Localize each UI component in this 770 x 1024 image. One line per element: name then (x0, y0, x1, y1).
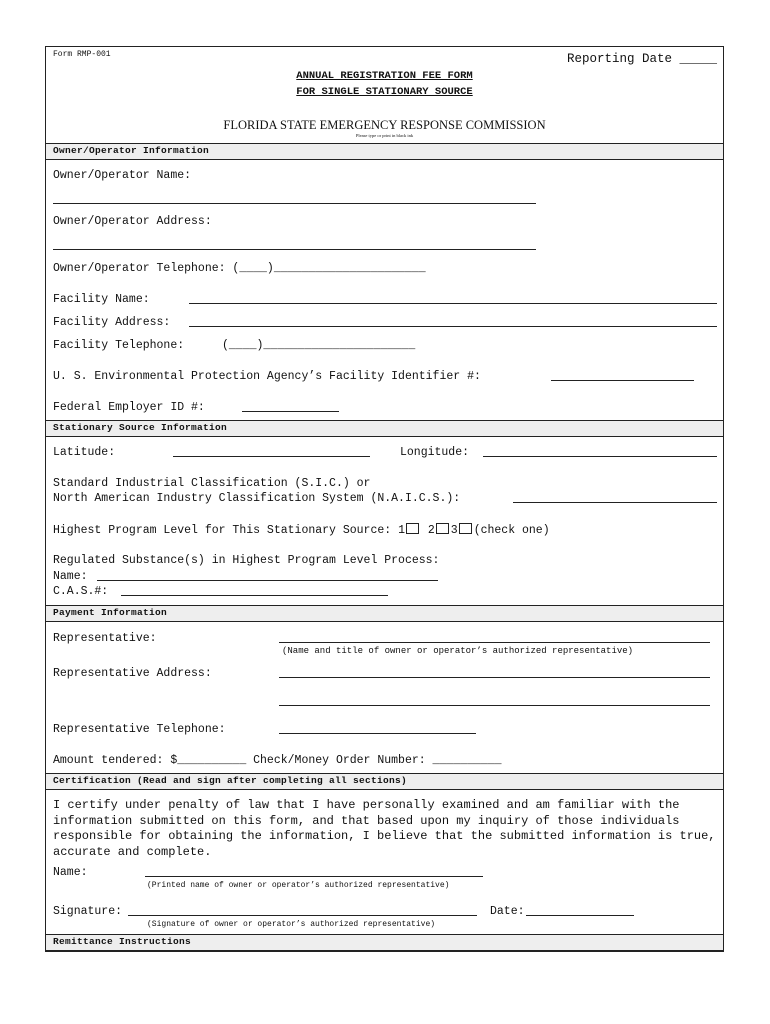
cas-label: C.A.S.#: (53, 585, 109, 598)
representative-label: Representative: (53, 632, 157, 645)
representative-telephone-field[interactable] (279, 733, 476, 734)
section-remittance-title: Remittance Instructions (53, 936, 192, 947)
registration-form (45, 46, 724, 952)
cas-field[interactable] (121, 595, 388, 596)
facility-telephone-label: Facility Telephone: (53, 339, 185, 352)
date-field[interactable] (526, 915, 634, 916)
latitude-label: Latitude: (53, 446, 116, 459)
certification-statement: I certify under penalty of law that I have personally examined and am familiar with the information submitted on this form, and that based upon my inquiry of those individuals responsible for obtaining the information, I believe that the submitted information is true, accurate and complete. (53, 798, 716, 859)
section-source-title: Stationary Source Information (53, 422, 228, 433)
naics-field[interactable] (513, 502, 717, 503)
section-payment-title: Payment Information (53, 607, 168, 618)
section-owner-header (46, 143, 723, 160)
longitude-label: Longitude: (400, 446, 470, 459)
date-label: Date: (490, 905, 525, 918)
amount-tendered-field[interactable]: Amount tendered: $__________ Check/Money Order Number: __________ (53, 754, 502, 767)
level-3-label: 3 (450, 524, 458, 537)
naics-label: North American Industry Classification System (N.A.I.C.S.): (53, 492, 461, 505)
sic-label: Standard Industrial Classification (S.I.C.) or (53, 477, 371, 490)
substance-name-label: Name: (53, 570, 88, 583)
owner-name-field[interactable] (53, 203, 536, 204)
longitude-field[interactable] (483, 456, 717, 457)
representative-telephone-label: Representative Telephone: (53, 723, 226, 736)
facility-address-field[interactable] (189, 326, 717, 327)
signature-field[interactable] (128, 915, 477, 916)
epa-identifier-label: U. S. Environmental Protection Agency’s Facility Identifier #: (53, 370, 481, 383)
owner-address-label: Owner/Operator Address: (53, 215, 212, 228)
level-2-label: 2 (427, 524, 435, 537)
level-2-checkbox[interactable] (436, 523, 449, 534)
fein-field[interactable] (242, 411, 339, 412)
owner-telephone-field[interactable]: Owner/Operator Telephone: (____)______________________ (53, 262, 426, 275)
representative-address-label: Representative Address: (53, 667, 212, 680)
representative-address-field-1[interactable] (279, 677, 710, 678)
check-one-note: (check one) (473, 524, 550, 537)
owner-address-field[interactable] (53, 249, 536, 250)
section-owner-title: Owner/Operator Information (53, 145, 210, 156)
form-id: Form RMP-001 (53, 50, 111, 59)
reporting-date-field[interactable]: Reporting Date _____ (567, 52, 718, 66)
ink-note: Please type or print in black ink (355, 133, 414, 138)
signature-caption: (Signature of owner or operator’s authorized representative) (147, 920, 436, 929)
regulated-substance-label: Regulated Substance(s) in Highest Program Level Process: (53, 554, 440, 567)
section-payment-header (46, 605, 723, 622)
form-title-line2: FOR SINGLE STATIONARY SOURCE (296, 86, 473, 98)
facility-name-field[interactable] (189, 303, 717, 304)
form-title-line1: ANNUAL REGISTRATION FEE FORM (296, 70, 473, 82)
program-level-row (53, 523, 550, 537)
representative-field[interactable] (279, 642, 710, 643)
signature-label: Signature: (53, 905, 123, 918)
program-level-label: Highest Program Level for This Stationary Source: (53, 524, 392, 537)
facility-address-label: Facility Address: (53, 316, 171, 329)
level-3-checkbox[interactable] (459, 523, 472, 534)
section-certification-title: Certification (Read and sign after completing all sections) (53, 775, 408, 786)
certifier-name-field[interactable] (145, 876, 483, 877)
section-certification-header (46, 773, 723, 790)
commission-name: FLORIDA STATE EMERGENCY RESPONSE COMMISSION (223, 118, 546, 132)
substance-name-field[interactable] (97, 580, 438, 581)
epa-identifier-field[interactable] (551, 380, 694, 381)
section-remittance-header (46, 934, 723, 951)
facility-name-label: Facility Name: (53, 293, 150, 306)
level-1-label: 1 (398, 524, 405, 537)
representative-caption: (Name and title of owner or operator’s authorized representative) (282, 646, 634, 656)
level-1-checkbox[interactable] (406, 523, 419, 534)
certifier-name-label: Name: (53, 866, 88, 879)
latitude-field[interactable] (173, 456, 370, 457)
representative-address-field-2[interactable] (279, 705, 710, 706)
fein-label: Federal Employer ID #: (53, 401, 205, 414)
certifier-name-caption: (Printed name of owner or operator’s authorized representative) (147, 881, 450, 890)
facility-telephone-field[interactable]: (____)______________________ (222, 339, 416, 352)
section-source-header (46, 420, 723, 437)
owner-name-label: Owner/Operator Name: (53, 169, 192, 182)
